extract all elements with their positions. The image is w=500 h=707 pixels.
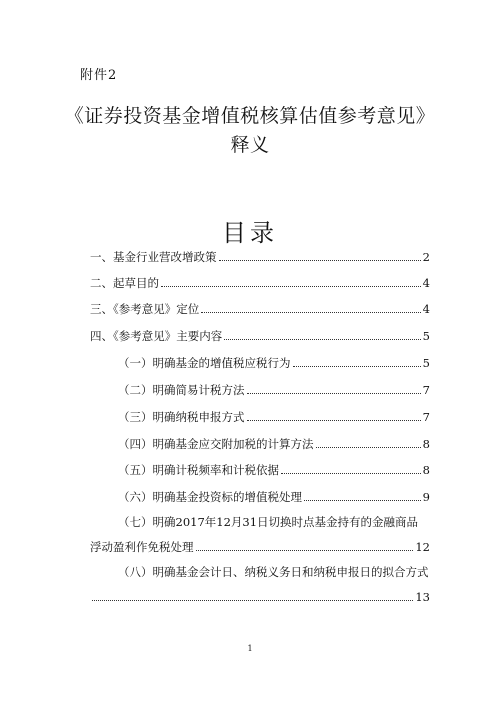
toc-entry-page: 5 [422,329,430,343]
toc-entry-label: （六）明确基金投资标的增值税处理 [118,490,302,504]
toc-leader-dots [293,366,421,367]
toc-entry-label-line1[interactable]: （八）明确基金会计日、纳税义务日和纳税申报日的拟合方式 [118,565,429,579]
document-subtitle: 释义 [230,134,270,156]
toc-heading: 目录 [222,219,278,247]
toc-entry-page: 7 [422,383,430,397]
toc-entry[interactable] [90,584,430,604]
toc-entry-label: 二、起草目的 [90,276,159,290]
toc-entry[interactable] [90,457,430,477]
toc-entry-page: 4 [422,276,430,290]
document-title: 《证券投资基金增值税核算估值参考意见》 [64,105,436,127]
toc-leader-dots [281,473,421,474]
toc-leader-dots [161,286,421,287]
toc-entry-page: 8 [422,463,430,477]
toc-entry-label: 一、基金行业营改增政策 [90,250,217,264]
toc-entry[interactable] [90,377,430,397]
toc-entry[interactable] [90,244,430,264]
toc-entry[interactable] [90,323,430,343]
toc-entry-page: 7 [422,410,430,424]
toc-entry[interactable] [90,270,430,290]
toc-leader-dots [304,500,421,501]
toc-entry-page: 5 [422,356,430,370]
annex-label: 附件2 [80,68,118,83]
toc-leader-dots [201,312,420,313]
toc-leader-dots [219,260,421,261]
toc-entry-label: 三、《参考意见》定位 [90,302,200,316]
toc-entry[interactable] [90,296,430,316]
toc-entry-label: （四）明确基金应交附加税的计算方法 [118,437,314,451]
toc-leader-dots [92,600,413,601]
toc-entry[interactable] [90,404,430,424]
toc-entry-label: （三）明确纳税申报方式 [118,410,245,424]
toc-entry-label: 四、《参考意见》主要内容 [90,329,223,343]
toc-leader-dots [316,447,421,448]
toc-entry[interactable] [90,534,430,554]
page-number: 1 [247,644,253,653]
toc-entry-page: 8 [422,437,430,451]
toc-entry[interactable] [90,431,430,451]
toc-leader-dots [247,393,421,394]
toc-entry-page: 13 [415,590,430,604]
toc-entry-label: （二）明确简易计税方法 [118,383,245,397]
toc-entry[interactable] [90,484,430,504]
toc-leader-dots [224,339,420,340]
toc-entry[interactable] [90,350,430,370]
toc-entry-page: 4 [422,302,430,316]
toc-entry-page: 12 [415,540,430,554]
toc-entry-label-line2: 浮动盈利作免税处理 [90,540,194,554]
toc-entry-label: （一）明确基金的增值税应税行为 [118,356,291,370]
toc-entry-page: 2 [422,250,430,264]
toc-leader-dots [196,550,414,551]
toc-leader-dots [247,420,421,421]
toc-entry-label: （五）明确计税频率和计税依据 [118,463,279,477]
toc-entry-page: 9 [422,490,430,504]
toc-entry-label-line1[interactable]: （七）明确2017年12月31日切换时点基金持有的金融商品 [118,515,419,529]
